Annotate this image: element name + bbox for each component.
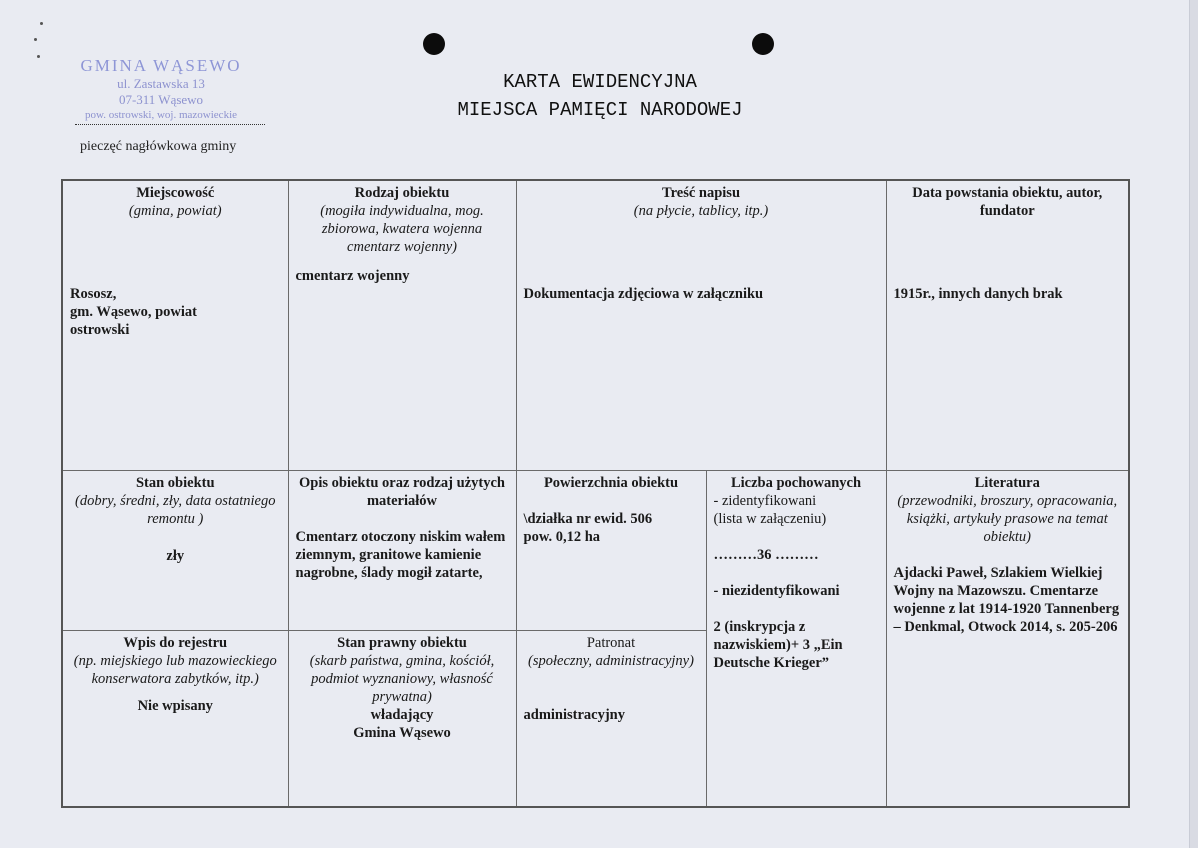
cell-value: Cmentarz otoczony niskim wałem ziemnym, granitowe kamienie nagrobne, ślady mogił zatarte,: [295, 528, 506, 581]
cell-heading: Wpis do rejestru: [123, 634, 228, 651]
cell-heading: Opis obiektu oraz rodzaj użytych materiałów: [299, 474, 505, 509]
cell-subheading: (gmina, powiat): [128, 203, 222, 219]
cell-subheading: (skarb państwa, gmina, kościół, podmiot wyznaniowy, własność prywatna): [309, 652, 495, 705]
stamp-caption: pieczęć nagłówkowa gminy: [80, 139, 237, 154]
cell-value: Gmina Wąsewo: [353, 724, 451, 741]
cell-stan: [62, 470, 288, 630]
cell-literatura: [886, 470, 1129, 807]
cell-heading: Literatura: [974, 474, 1040, 491]
stamp-dotted-line: [75, 124, 265, 125]
stamp-street: ul. Zastawska 13: [117, 76, 205, 91]
cell-value: \działka nr ewid. 506 pow. 0,12 ha: [523, 510, 653, 545]
record-card-table: [61, 179, 1130, 808]
identified-value: ………36 ………: [713, 546, 819, 563]
cell-value: administracyjny: [523, 706, 625, 723]
cell-heading: Treść napisu: [661, 185, 741, 201]
document-title: [360, 68, 840, 124]
cell-data: [886, 180, 1129, 470]
punch-hole-left: [423, 33, 445, 55]
speck: [40, 22, 43, 25]
cell-patronat: [516, 630, 706, 807]
unidentified-value: 2 (inskrypcja z nazwiskiem)+ 3 „Ein Deutsche Krieger”: [713, 618, 843, 671]
cell-subheading: (społeczny, administracyjny): [528, 652, 694, 669]
cell-subheading: (dobry, średni, zły, data ostatniego remontu ): [75, 492, 276, 527]
cell-heading: Miejscowość: [136, 185, 215, 201]
cell-value: cmentarz wojenny: [295, 268, 410, 284]
stamp-name: GMINA WĄSEWO: [80, 56, 242, 75]
cell-heading: Rodzaj obiektu: [354, 185, 450, 201]
cell-heading: Data powstania obiektu, autor, fundator: [912, 185, 1103, 219]
cell-heading: Patronat: [586, 634, 636, 651]
cell-value: zły: [166, 547, 185, 564]
cell-powierzchnia: [516, 470, 706, 630]
stamp-postal: 07-311 Wąsewo: [118, 92, 204, 107]
punch-hole-right: [752, 33, 774, 55]
page-edge: [1189, 0, 1198, 848]
cell-value: Dokumentacja zdjęciowa w załączniku: [523, 286, 764, 302]
unidentified-label: - niezidentyfikowani: [713, 582, 840, 599]
cell-subheading: (np. miejskiego lub mazowieckiego konserwatora zabytków, itp.): [73, 652, 277, 687]
cell-subheading: (na płycie, tablicy, itp.): [633, 203, 769, 219]
cell-value: Ajdacki Paweł, Szlakiem Wielkiej Wojny na Mazowszu. Cmentarze wojenne z lat 1914-1920 Tannenberg – Denkmal, Otwock 2014, s. 205-206: [893, 564, 1120, 635]
cell-value: Nie wpisany: [137, 697, 213, 714]
cell-value: Rososz, gm. Wąsewo, powiat ostrowski: [70, 286, 198, 338]
identified-label: - zidentyfikowani: [713, 492, 817, 509]
cell-prawny: [288, 630, 516, 807]
cell-subheading: (mogiła indywidualna, mog. zbiorowa, kwatera wojenna cmentarz wojenny): [320, 203, 484, 255]
stamp-county: pow. ostrowski, woj. mazowieckie: [84, 109, 238, 121]
title-line-1: KARTA EWIDENCYJNA: [503, 71, 697, 93]
cell-heading: Stan obiektu: [135, 474, 215, 491]
cell-heading: Liczba pochowanych: [730, 474, 862, 491]
cell-opis: [288, 470, 516, 630]
cell-heading: Powierzchnia obiektu: [543, 474, 679, 491]
speck: [34, 38, 37, 41]
cell-miejscowosc: [62, 180, 288, 470]
speck: [37, 55, 40, 58]
cell-rodzaj: [288, 180, 516, 470]
cell-value: 1915r., innych danych brak: [893, 286, 1063, 302]
cell-liczba: [706, 470, 886, 807]
cell-heading: Stan prawny obiektu: [337, 634, 467, 651]
cell-tresc: [516, 180, 886, 470]
municipality-stamp: [56, 56, 266, 122]
cell-subheading: (przewodniki, broszury, opracowania, książki, artykuły prasowe na temat obiektu): [897, 492, 1118, 545]
owner-label: władający: [370, 706, 434, 723]
cell-wpis: [62, 630, 288, 807]
identified-note: (lista w załączeniu): [713, 510, 827, 527]
title-line-2: MIEJSCA PAMIĘCI NARODOWEJ: [457, 99, 743, 121]
